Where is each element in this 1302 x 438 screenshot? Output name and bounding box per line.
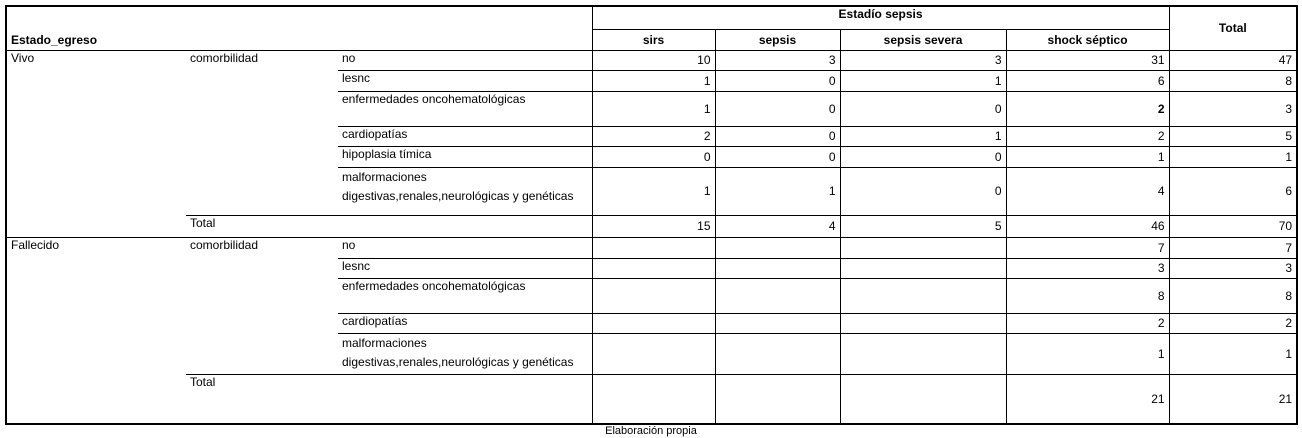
comorbilidad-category-label: malformaciones digestivas,renales,neurológicas y genéticas bbox=[338, 167, 592, 215]
cell-value: 0 bbox=[715, 126, 840, 146]
cell-value: 1 bbox=[840, 70, 1006, 91]
comorbilidad-variable-label: comorbilidad bbox=[190, 237, 259, 252]
column-header-sepsis-severa: sepsis severa bbox=[840, 29, 1006, 50]
cell-value bbox=[592, 333, 715, 374]
row-total-value: 1 bbox=[1169, 333, 1297, 374]
grand-total-value: 70 bbox=[1169, 215, 1297, 237]
row-total-value: 2 bbox=[1169, 313, 1297, 333]
row-total-value: 3 bbox=[1169, 258, 1297, 278]
subtotal-label: Total bbox=[186, 374, 592, 424]
subtotal-value: 5 bbox=[840, 215, 1006, 237]
column-header-sepsis: sepsis bbox=[715, 29, 840, 50]
cell-value bbox=[715, 278, 840, 313]
subtotal-value bbox=[840, 374, 1006, 424]
cell-value: 0 bbox=[715, 146, 840, 167]
column-header-sirs: sirs bbox=[592, 29, 715, 50]
cell-value: 1 bbox=[592, 70, 715, 91]
column-group-header: Estadío sepsis bbox=[592, 6, 1169, 29]
cell-value bbox=[840, 313, 1006, 333]
comorbilidad-category-label: cardiopatías bbox=[338, 126, 592, 146]
table-row bbox=[6, 50, 1297, 70]
cell-value: 0 bbox=[592, 146, 715, 167]
row-total-value: 8 bbox=[1169, 70, 1297, 91]
footnote: Elaboración propia bbox=[605, 425, 697, 437]
cell-value: 3 bbox=[1006, 258, 1169, 278]
subtotal-value: 15 bbox=[592, 215, 715, 237]
row-total-value: 47 bbox=[1169, 50, 1297, 70]
comorbilidad-category-label: lesnc bbox=[338, 70, 592, 91]
subtotal-label: Total bbox=[186, 215, 592, 237]
cell-value: 3 bbox=[715, 50, 840, 70]
row-total-value: 3 bbox=[1169, 91, 1297, 126]
cell-value bbox=[592, 278, 715, 313]
grand-total-value: 21 bbox=[1169, 374, 1297, 424]
table-row bbox=[6, 237, 1297, 258]
cell-value: 1 bbox=[592, 91, 715, 126]
cell-value: 7 bbox=[1006, 237, 1169, 258]
cell-value bbox=[715, 258, 840, 278]
total-column-header: Total bbox=[1169, 6, 1297, 50]
cell-value bbox=[715, 333, 840, 374]
cell-value: 6 bbox=[1006, 70, 1169, 91]
subtotal-value: 21 bbox=[1006, 374, 1169, 424]
comorbilidad-category-label: enfermedades oncohematológicas bbox=[338, 91, 592, 126]
cell-value: 1 bbox=[592, 167, 715, 215]
comorbilidad-category-label: cardiopatías bbox=[338, 313, 592, 333]
cell-value: 0 bbox=[715, 91, 840, 126]
cell-value: 1 bbox=[1006, 333, 1169, 374]
cell-value: 2 bbox=[1006, 126, 1169, 146]
subtotal-value bbox=[715, 374, 840, 424]
cell-value: 1 bbox=[715, 167, 840, 215]
cell-value: 0 bbox=[840, 146, 1006, 167]
subtotal-value: 4 bbox=[715, 215, 840, 237]
cell-value: 4 bbox=[1006, 167, 1169, 215]
cell-value: 10 bbox=[592, 50, 715, 70]
row-total-value: 6 bbox=[1169, 167, 1297, 215]
row-total-value: 1 bbox=[1169, 146, 1297, 167]
cell-value bbox=[592, 258, 715, 278]
cell-value: 2 bbox=[592, 126, 715, 146]
cell-value bbox=[592, 237, 715, 258]
subtotal-value: 46 bbox=[1006, 215, 1169, 237]
cell-value: 31 bbox=[1006, 50, 1169, 70]
cell-value: 1 bbox=[1006, 146, 1169, 167]
cell-value bbox=[840, 333, 1006, 374]
row-total-value: 7 bbox=[1169, 237, 1297, 258]
estado-egreso-label: Fallecido bbox=[6, 237, 186, 424]
comorbilidad-category-label: no bbox=[338, 237, 592, 258]
cell-value: 0 bbox=[840, 167, 1006, 215]
cell-value bbox=[715, 313, 840, 333]
comorbilidad-category-label: hipoplasia tímica bbox=[338, 146, 592, 167]
cell-value: 0 bbox=[715, 70, 840, 91]
cell-value: 3 bbox=[840, 50, 1006, 70]
crosstab-table bbox=[5, 5, 1298, 425]
column-header-shock-septico: shock séptico bbox=[1006, 29, 1169, 50]
comorbilidad-category-label: no bbox=[338, 50, 592, 70]
row-total-value: 8 bbox=[1169, 278, 1297, 313]
cell-value: 8 bbox=[1006, 278, 1169, 313]
cell-value bbox=[592, 313, 715, 333]
comorbilidad-category-label: malformaciones digestivas,renales,neurológicas y genéticas bbox=[338, 333, 592, 374]
cell-value: 2 bbox=[1006, 313, 1169, 333]
table-total-row bbox=[6, 374, 1297, 424]
row-variable-header: Estado_egreso bbox=[6, 6, 592, 50]
estado-egreso-label: Vivo bbox=[6, 50, 186, 237]
table-total-row bbox=[6, 215, 1297, 237]
comorbilidad-category-label: lesnc bbox=[338, 258, 592, 278]
cell-value bbox=[840, 278, 1006, 313]
cell-value: 1 bbox=[840, 126, 1006, 146]
cell-value bbox=[715, 237, 840, 258]
comorbilidad-category-label: enfermedades oncohematológicas bbox=[338, 278, 592, 313]
subtotal-value bbox=[592, 374, 715, 424]
comorbilidad-variable-label: comorbilidad bbox=[190, 50, 259, 65]
cell-value: 0 bbox=[840, 91, 1006, 126]
cell-value: 2 bbox=[1006, 91, 1169, 126]
cell-value bbox=[840, 237, 1006, 258]
cell-value bbox=[840, 258, 1006, 278]
row-total-value: 5 bbox=[1169, 126, 1297, 146]
